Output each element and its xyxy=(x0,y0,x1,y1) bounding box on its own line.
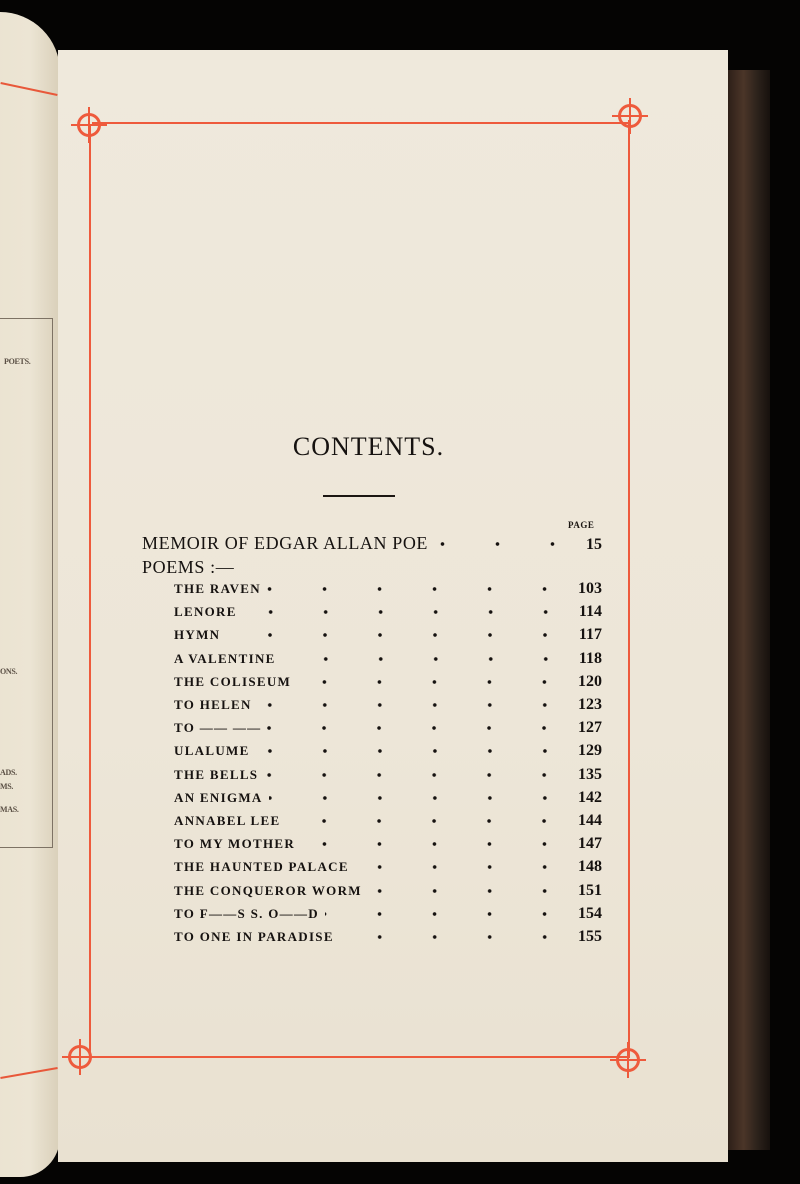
corner-ornament-icon xyxy=(68,1045,92,1069)
dot-leader xyxy=(301,842,572,846)
corner-ornament-icon xyxy=(618,104,642,128)
entry-page: 135 xyxy=(578,765,602,783)
entry-page: 103 xyxy=(578,580,602,597)
border-right xyxy=(628,120,630,1058)
entry-title: THE RAVEN xyxy=(174,581,261,596)
contents-entry xyxy=(174,766,602,784)
entry-page: 144 xyxy=(578,812,602,829)
entry-title: AN ENIGMA xyxy=(174,789,263,805)
dot-leader xyxy=(226,633,573,637)
entry-page: 129 xyxy=(578,742,602,760)
entry-page: 118 xyxy=(578,649,602,667)
entry-page: 148 xyxy=(578,858,602,876)
dot-leader xyxy=(434,542,580,546)
contents-entry xyxy=(174,835,602,853)
dot-leader xyxy=(258,703,572,707)
entry-page: 15 xyxy=(586,536,602,553)
entry-page: 117 xyxy=(578,626,602,644)
entry-title: HYMN xyxy=(174,627,221,643)
left-page-text: MS. xyxy=(0,782,14,791)
entry-title: THE BELLS xyxy=(174,766,259,782)
entry-page: 147 xyxy=(578,835,602,853)
contents-entry xyxy=(174,812,602,830)
page-title: CONTENTS. xyxy=(292,432,445,461)
entry-page: 120 xyxy=(578,672,602,690)
corner-ornament-icon xyxy=(77,113,101,137)
contents-entry xyxy=(174,905,602,923)
dot-leader xyxy=(267,587,572,591)
entry-title: TO HELEN xyxy=(174,697,252,712)
border-bottom xyxy=(82,1056,628,1058)
entry-title: TO F——S S. O——D xyxy=(174,905,319,921)
contents-entry xyxy=(174,789,602,807)
entry-page: 151 xyxy=(578,881,602,899)
border-top xyxy=(92,122,629,124)
contents-entry xyxy=(174,858,602,876)
left-page-text: ADS. xyxy=(0,768,17,777)
entry-page: 155 xyxy=(578,928,602,945)
contents-entry xyxy=(174,673,602,691)
contents-entry xyxy=(174,580,602,598)
entry-title: ULALUME xyxy=(174,743,250,759)
contents-entry xyxy=(174,928,602,946)
dot-leader xyxy=(340,935,572,939)
contents-entry xyxy=(174,696,602,714)
contents-entry xyxy=(174,650,602,668)
entry-title: THE CONQUEROR WORM xyxy=(174,882,362,898)
dot-leader xyxy=(368,889,572,893)
dot-leader xyxy=(355,865,572,869)
corner-ornament-icon xyxy=(616,1048,640,1072)
entry-title: LENORE xyxy=(174,604,237,620)
left-page-text: MAS. xyxy=(0,805,19,814)
section-title: POEMS :— xyxy=(142,557,235,577)
book-edge xyxy=(726,70,770,1150)
contents-entry xyxy=(174,626,602,644)
entry-page: 114 xyxy=(578,603,602,621)
entry-title: A VALENTINE xyxy=(174,650,276,666)
entry-title: TO —— —— xyxy=(174,720,262,736)
dot-leader xyxy=(282,657,573,661)
dot-leader xyxy=(243,610,573,614)
entry-title: TO ONE IN PARADISE xyxy=(174,929,334,944)
dot-leader xyxy=(325,912,572,916)
poems-heading xyxy=(142,557,602,578)
entry-title: THE COLISEUM xyxy=(174,673,292,689)
contents-entry xyxy=(174,719,602,737)
dot-leader xyxy=(256,749,572,753)
dot-leader xyxy=(267,726,572,730)
entry-page: 123 xyxy=(578,696,602,713)
dot-leader xyxy=(297,680,572,684)
dot-leader xyxy=(286,819,572,823)
entry-page: 154 xyxy=(578,904,602,922)
title-rule xyxy=(323,495,395,497)
entry-title: MEMOIR OF EDGAR ALLAN POE xyxy=(142,533,429,553)
dot-leader xyxy=(269,796,572,800)
dot-leader xyxy=(264,773,572,777)
border-left xyxy=(89,126,91,1056)
entry-title: ANNABEL LEE xyxy=(174,813,281,828)
page-column-label: PAGE xyxy=(568,520,595,530)
left-page-text: POETS. xyxy=(4,357,31,366)
entry-page: 142 xyxy=(578,788,602,806)
entry-page: 127 xyxy=(578,719,602,737)
contents-entry xyxy=(174,882,602,900)
entry-title: TO MY MOTHER xyxy=(174,836,296,852)
entry-title: THE HAUNTED PALACE xyxy=(174,859,349,875)
contents-entry xyxy=(174,742,602,760)
left-page-text: ONS. xyxy=(0,667,18,676)
contents-entry xyxy=(174,603,602,621)
contents-entry-memoir xyxy=(142,533,602,554)
